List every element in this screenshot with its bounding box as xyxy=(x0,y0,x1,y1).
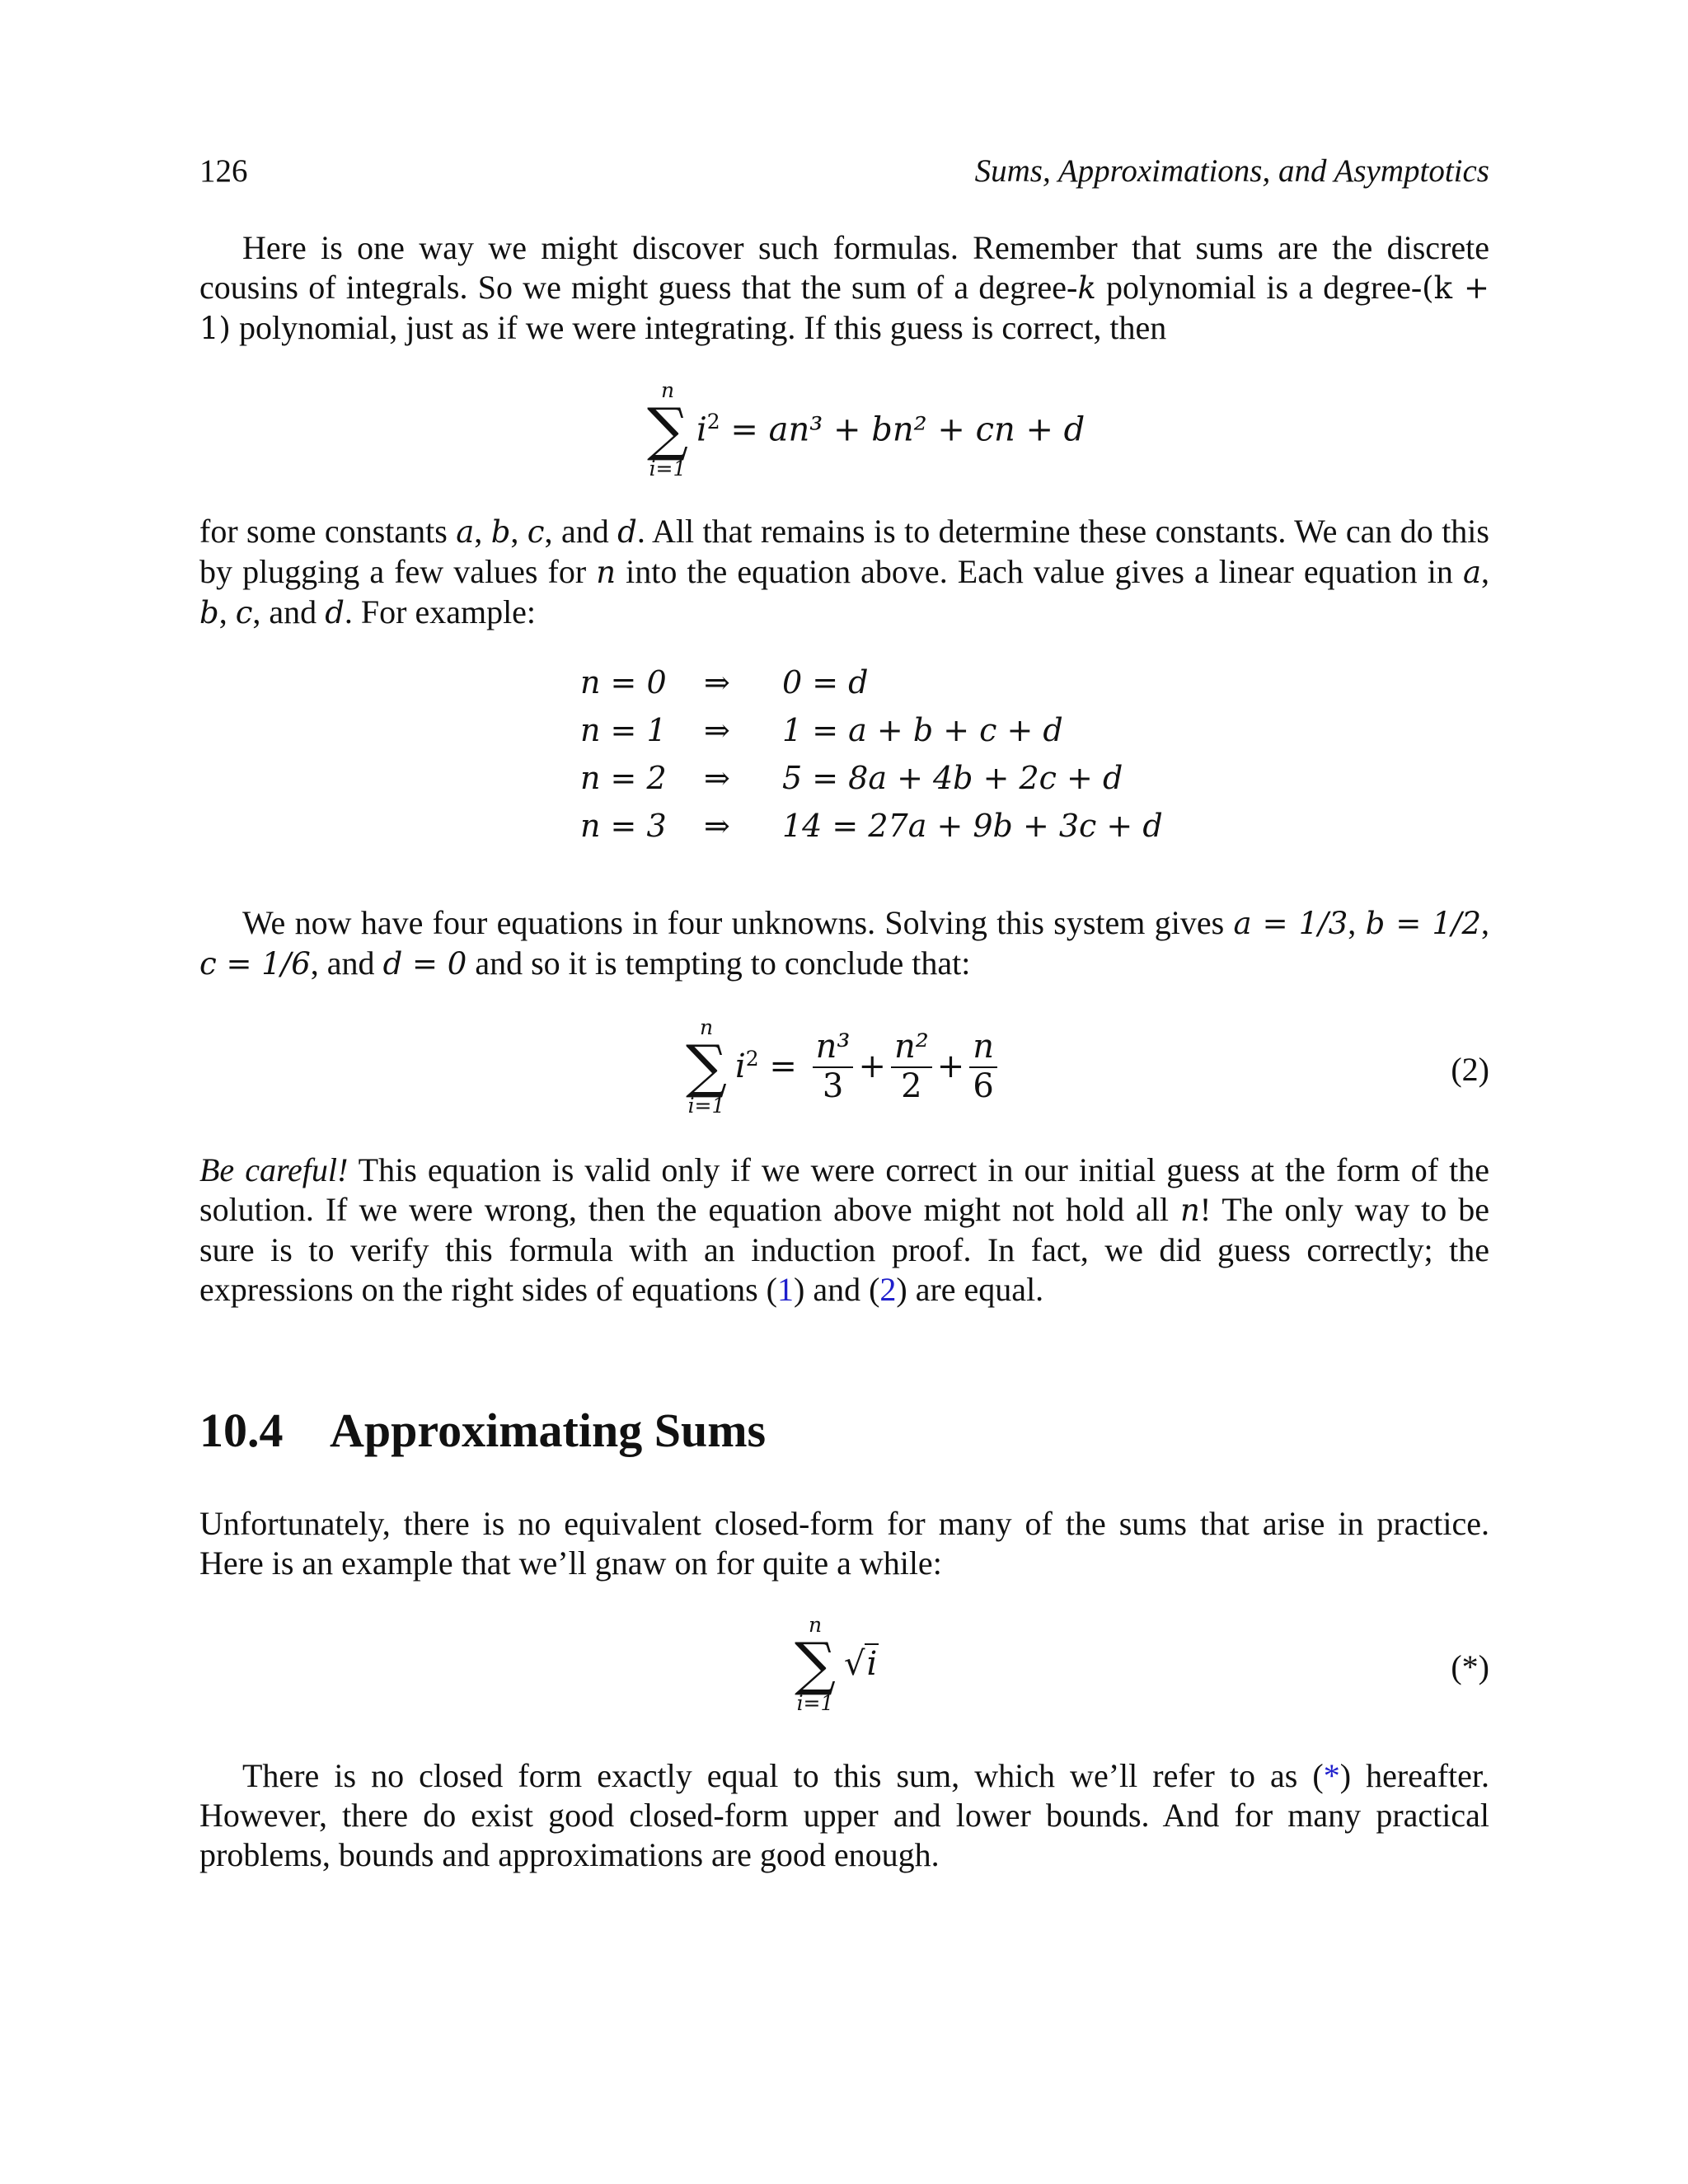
equation-system xyxy=(199,664,1489,855)
math-k-plus-1: (k + 1) xyxy=(199,270,1489,346)
equation-star xyxy=(199,1615,1489,1720)
math-var: d xyxy=(325,595,345,630)
system-rhs: 1 = a + b + c + d xyxy=(782,712,1063,748)
text: , xyxy=(474,513,491,550)
sigma-symbol: ∑ xyxy=(795,1630,836,1698)
denominator: 6 xyxy=(973,1067,994,1105)
page xyxy=(199,152,1489,1875)
text: , and xyxy=(310,944,383,982)
fraction xyxy=(813,1029,854,1104)
exponent: 2 xyxy=(706,410,720,434)
text: This equation is valid only if we were correct in our initial guess at the form of the solution. If we were wrong, then the equation above might not hold all xyxy=(199,1151,1489,1228)
text: , xyxy=(1481,553,1489,590)
equation-ref-link[interactable]: 2 xyxy=(879,1271,897,1308)
summand-and-rhs xyxy=(696,410,1085,448)
upper-limit: n xyxy=(699,1015,714,1039)
text: , xyxy=(1348,904,1366,941)
equation-ref-link[interactable]: 1 xyxy=(777,1271,794,1308)
paragraph-careful xyxy=(199,1151,1489,1310)
math-var: a xyxy=(1462,555,1481,590)
polynomial-rhs: = an³ + bn² + cn + d xyxy=(720,410,1085,449)
upper-limit: n xyxy=(660,378,675,402)
paragraph-constants xyxy=(199,512,1489,633)
text: We now have four equations in four unknowns. Solving this system gives xyxy=(242,904,1234,941)
math-var: b xyxy=(490,514,511,550)
math-var: n xyxy=(1180,1193,1200,1228)
fraction xyxy=(891,1029,932,1104)
numerator: n xyxy=(969,1029,997,1068)
system-lhs: n = 3 xyxy=(580,808,667,844)
radicand: i xyxy=(866,1645,878,1683)
chapter-title: Sums, Approximations, and Asymptotics xyxy=(974,153,1489,189)
numerator: n² xyxy=(891,1029,932,1068)
fraction xyxy=(969,1029,997,1104)
summand: i xyxy=(696,410,707,449)
lower-limit: i=1 xyxy=(649,457,687,480)
system-row xyxy=(199,664,1489,712)
summand: i xyxy=(734,1047,746,1085)
section-heading xyxy=(199,1402,1489,1460)
implies-symbol: ⇒ xyxy=(704,808,730,844)
text: There is no closed form exactly equal to this sum, which we’ll refer to as ( xyxy=(242,1757,1324,1794)
lower-limit: i=1 xyxy=(687,1094,725,1118)
sum-expression xyxy=(647,380,1085,479)
text: , xyxy=(510,513,528,550)
text: . For example: xyxy=(344,593,537,630)
text: , and xyxy=(544,513,618,550)
text: into the equation above. Each value gives a linear equation in xyxy=(616,553,1463,590)
text: ) hereafter. However, there do exist good closed-form upper and lower bounds. And for many practical problems, bounds and approximations are good enough. xyxy=(199,1757,1490,1873)
section-title: Approximating Sums xyxy=(330,1404,767,1457)
equation-ref-link[interactable]: * xyxy=(1323,1757,1340,1794)
math-value: c = 1/6 xyxy=(199,946,311,982)
lower-limit: i=1 xyxy=(796,1691,834,1715)
math-var: a xyxy=(456,514,475,550)
system-row xyxy=(199,760,1489,808)
summation xyxy=(686,1017,727,1116)
implies-symbol: ⇒ xyxy=(704,760,730,796)
denominator: 3 xyxy=(822,1067,844,1105)
text: , xyxy=(218,593,236,630)
section-number: 10.4 xyxy=(199,1404,284,1457)
system-rhs: 5 = 8a + 4b + 2c + d xyxy=(782,760,1123,796)
system-lhs: n = 0 xyxy=(580,664,667,701)
system-row xyxy=(199,808,1489,855)
implies-symbol: ⇒ xyxy=(704,664,730,701)
math-value: d = 0 xyxy=(382,946,467,982)
math-value: a = 1/3 xyxy=(1233,906,1348,941)
text: Unfortunately, there is no equivalent closed-form for many of the sums that arise in practice. Here is an example that we’ll gnaw on for quite a while: xyxy=(199,1505,1489,1582)
system-rhs: 14 = 27a + 9b + 3c + d xyxy=(782,808,1163,844)
text: , and xyxy=(252,593,326,630)
text: ! The only way to be sure is to verify this formula with an induction proof. In fact, we did guess correctly; the expressions on the right sides of equations ( xyxy=(199,1191,1490,1308)
equals-sign: = xyxy=(758,1047,808,1085)
paragraph-closed-form xyxy=(199,1756,1489,1875)
summation xyxy=(795,1615,836,1713)
sqrt-expression xyxy=(844,1645,879,1683)
equation-guess xyxy=(199,380,1489,485)
math-k: k xyxy=(1077,270,1096,306)
emphasis: Be careful! xyxy=(199,1151,349,1188)
sigma-symbol: ∑ xyxy=(686,1033,727,1100)
paragraph-intro xyxy=(199,228,1489,349)
text: and so it is tempting to conclude that: xyxy=(467,944,971,982)
system-rhs: 0 = d xyxy=(782,664,869,701)
system-row xyxy=(199,712,1489,760)
math-var: c xyxy=(527,514,545,550)
equation-2 xyxy=(199,1017,1489,1122)
page-number: 126 xyxy=(199,153,248,189)
math-var: c xyxy=(235,595,253,630)
upper-limit: n xyxy=(808,1613,823,1637)
text: . All that remains is to determine these constants. We can do this by plugging a few values for xyxy=(199,513,1489,590)
system-lhs: n = 1 xyxy=(580,712,667,748)
sum-closed-form xyxy=(735,1029,1002,1104)
equation-number: (2) xyxy=(1451,1051,1489,1088)
numerator: n³ xyxy=(813,1029,854,1068)
text: ) are equal. xyxy=(896,1271,1044,1308)
summation xyxy=(647,380,688,479)
text: polynomial is a degree- xyxy=(1095,269,1423,306)
text: , xyxy=(1481,904,1490,941)
paragraph-unfortunately xyxy=(199,1504,1489,1583)
text: for some constants xyxy=(199,513,457,550)
sigma-symbol: ∑ xyxy=(647,396,688,463)
text: ) and ( xyxy=(794,1271,880,1308)
sum-expression xyxy=(795,1615,879,1713)
sum-expression xyxy=(686,1017,1002,1116)
running-header xyxy=(199,152,1489,202)
system-lhs: n = 2 xyxy=(580,760,667,796)
implies-symbol: ⇒ xyxy=(704,712,730,748)
exponent: 2 xyxy=(745,1047,759,1071)
text: Here is one way we might discover such formulas. Remember that sums are the discrete cousins of integrals. So we might guess that the sum of a degree- xyxy=(199,229,1489,306)
plus-sign: + xyxy=(936,1047,965,1085)
math-var: b xyxy=(199,595,219,630)
math-value: b = 1/2 xyxy=(1365,906,1482,941)
sqrt-sign: √ xyxy=(843,1645,865,1683)
paragraph-solution xyxy=(199,903,1489,984)
math-var: n xyxy=(596,555,617,590)
text: polynomial, just as if we were integrating. If this guess is correct, then xyxy=(230,309,1167,346)
denominator: 2 xyxy=(901,1067,922,1105)
equation-number: (*) xyxy=(1451,1648,1489,1685)
plus-sign: + xyxy=(858,1047,886,1085)
math-var: d xyxy=(617,514,637,550)
